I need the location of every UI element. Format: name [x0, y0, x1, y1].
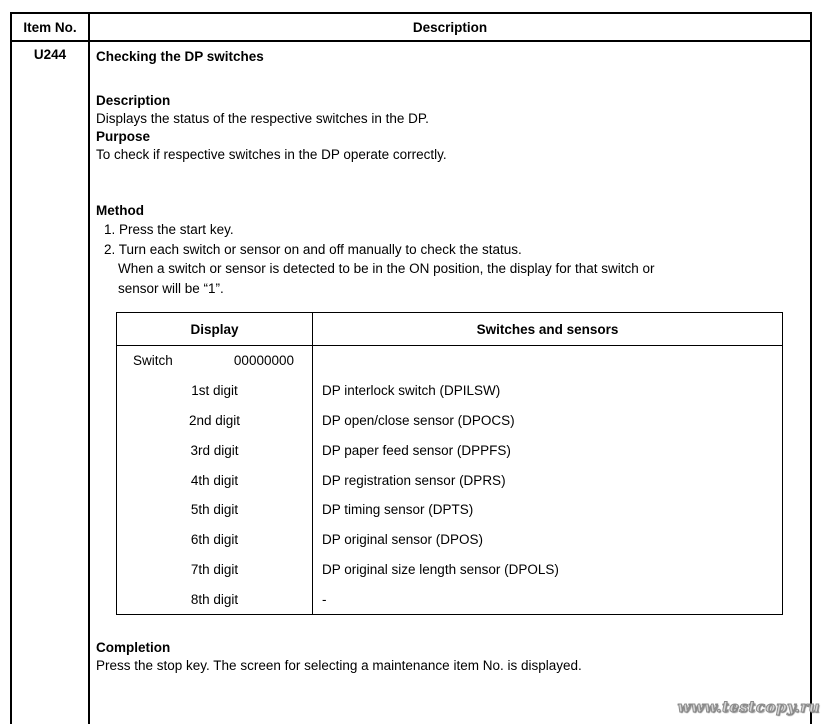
digit-cell: 6th digit: [117, 525, 313, 555]
table-body-row: [12, 42, 810, 724]
step-continuation: When a switch or sensor is detected to be in the ON position, the display for that switch or sensor will be “1”.: [118, 261, 655, 296]
sensor-cell: DP original size length sensor (DPOLS): [322, 561, 559, 577]
display-switches-table: [116, 312, 783, 615]
step-text: Press the start key.: [119, 222, 234, 237]
display-column-header: Display: [117, 313, 313, 345]
switch-label: Switch: [133, 353, 173, 369]
description-heading: Description: [96, 93, 171, 108]
method-step: [96, 240, 802, 260]
sensor-cell: DP timing sensor (DPTS): [322, 502, 474, 518]
table-row: [117, 525, 782, 555]
sensor-cell: -: [322, 591, 327, 607]
switch-value: 00000000: [233, 353, 294, 369]
table-row: [117, 376, 782, 406]
item-title: Checking the DP switches: [96, 49, 264, 64]
completion-text: Press the stop key. The screen for selecting a maintenance item No. is displayed.: [96, 658, 582, 674]
sensor-cell: DP registration sensor (DPRS): [322, 472, 506, 488]
method-heading: Method: [96, 203, 144, 218]
switches-column-header: Switches and sensors: [476, 321, 619, 337]
inner-table-header-row: [117, 313, 782, 346]
digit-cell: 4th digit: [117, 465, 313, 495]
description-cell: [90, 42, 810, 724]
step-text: Turn each switch or sensor on and off manually to check the status.: [118, 241, 522, 257]
switch-switches-cell: [313, 346, 782, 376]
table-row: [117, 406, 782, 436]
purpose-text: To check if respective switches in the DP operate correctly.: [96, 147, 447, 162]
table-row: [117, 555, 782, 585]
purpose-heading: Purpose: [96, 129, 151, 144]
table-row: [117, 435, 782, 465]
digit-cell: 1st digit: [117, 376, 313, 406]
item-no-cell: U244: [12, 42, 90, 724]
digit-cell: 7th digit: [117, 555, 313, 585]
description-column-header: Description: [412, 19, 488, 35]
table-header-row: [12, 14, 810, 42]
digit-cell: 5th digit: [117, 495, 313, 525]
table-row: [117, 584, 782, 614]
method-step: [96, 220, 802, 240]
method-steps: [96, 220, 802, 298]
sensor-cell: DP paper feed sensor (DPPFS): [322, 442, 511, 458]
maintenance-item-table: [10, 12, 812, 724]
step-number: 2.: [104, 241, 116, 257]
digit-cell: 2nd digit: [117, 406, 313, 436]
item-no-column-header: Item No.: [12, 14, 90, 40]
step-number: 1.: [104, 222, 116, 237]
table-row: [117, 465, 782, 495]
description-section: [96, 92, 802, 164]
watermark: www.testcopy.ru: [677, 698, 820, 716]
switch-value-row: [117, 346, 782, 376]
sensor-cell: DP original sensor (DPOS): [322, 532, 484, 548]
sensor-cell: DP interlock switch (DPILSW): [322, 383, 501, 399]
sensor-cell: DP open/close sensor (DPOCS): [322, 412, 515, 428]
table-row: [117, 495, 782, 525]
switch-display-cell: [117, 346, 313, 376]
description-text: Displays the status of the respective switches in the DP.: [96, 111, 429, 126]
digit-cell: 3rd digit: [117, 435, 313, 465]
digit-cell: 8th digit: [117, 584, 313, 614]
completion-heading: Completion: [96, 640, 171, 656]
